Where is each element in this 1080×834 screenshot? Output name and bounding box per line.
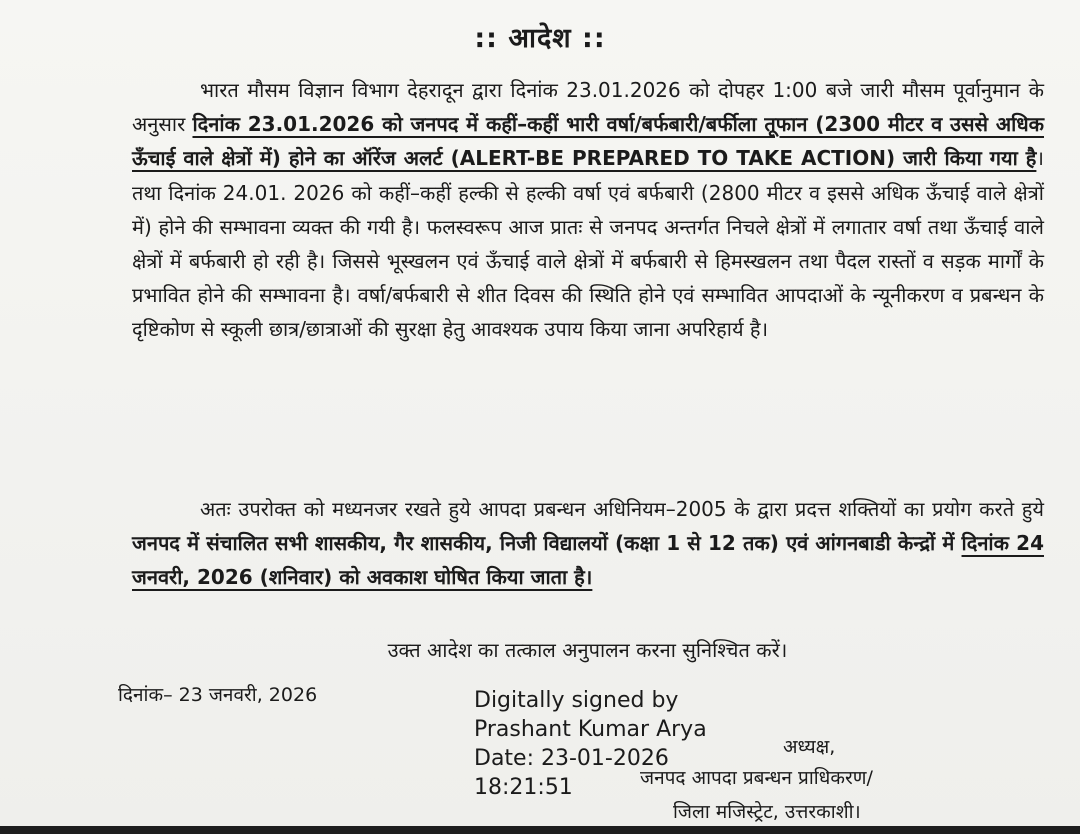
paragraph-weather-alert <box>132 73 1044 347</box>
signature-line-2: Prashant Kumar Arya <box>474 717 707 742</box>
signature-line-3: Date: 23-01-2026 <box>474 746 669 771</box>
order-date: दिनांक– 23 जनवरी, 2026 <box>118 684 318 706</box>
para1-text-3: । तथा दिनांक 24.01. 2026 को कहीं–कहीं हल्की से हल्की वर्षा एवं बर्फबारी (2800 मीटर व इससे अधिक ऊँचाई वाले क्षेत्रों में) होने की सम्भावना व्यक्त की गयी है। फलस्वरूप आज प्रातः से जनपद अन्तर्गत निचले क्षेत्रों में लगातार वर्षा तथा ऊँचाई वाले क्षेत्रों में बर्फबारी हो रही है। जिससे भूस्खलन एवं ऊँचाई वाले क्षेत्रों में बर्फबारी से हिमस्खलन तथा पैदल रास्तों व सड़क मार्गों के प्रभावित होने की सम्भावना है। वर्षा/बर्फबारी से शीत दिवस की स्थिति होने एवं सम्भावित आपदाओं के न्यूनीकरण व प्रबन्धन के दृष्टिकोण से स्कूली छात्र/छात्राओं की सुरक्षा हेतु आवश्यक उपाय किया जाना अपरिहार्य है। <box>132 146 1044 342</box>
designation-line-2: जनपद आपदा प्रबन्धन प्राधिकरण/ <box>640 767 873 789</box>
designation-line-3: जिला मजिस्ट्रेट, उत्तरकाशी। <box>673 801 861 823</box>
page-bottom-edge <box>0 826 1080 834</box>
designation-line-1: अध्यक्ष, <box>783 736 836 758</box>
para1-text-1: भारत मौसम विज्ञान विभाग देहरादून द्वारा दिनांक 23.01.2026 को दोपहर 1:00 बजे जारी मौसम पूर्वानुमान के अनुसार <box>132 78 1044 137</box>
signature-line-4: 18:21:51 <box>474 775 573 800</box>
paragraph-holiday-order <box>132 492 1044 595</box>
holiday-declaration-text: दिनांक 24 जनवरी, 2026 (शनिवार) को अवकाश घोषित किया जाता है। <box>132 531 1044 590</box>
orange-alert-text: दिनांक 23.01.2026 को जनपद में कहीं–कहीं भारी वर्षा/बर्फबारी/बर्फीला तूफान (2300 मीटर व उससे अधिक ऊँचाई वाले क्षेत्रों में) होने का ऑरेंज अलर्ट (ALERT-BE PREPARED TO TAKE ACTION) जारी किया गया है <box>132 112 1044 171</box>
compliance-line: उक्त आदेश का तत्काल अनुपालन करना सुनिश्चित करें। <box>387 638 788 662</box>
order-title: :: आदेश :: <box>474 23 606 54</box>
para2-text-1: अतः उपरोक्त को मध्यनजर रखते हुये आपदा प्रबन्धन अधिनियम–2005 के द्वारा प्रदत्त शक्तियों का प्रयोग करते हुये <box>200 497 1044 521</box>
schools-text: जनपद में संचालित सभी शासकीय, गैर शासकीय, निजी विद्यालयों (कक्षा 1 से 12 तक) एवं आंगनबाडी केन्द्रों में <box>132 531 962 556</box>
signature-line-1: Digitally signed by <box>474 688 679 713</box>
